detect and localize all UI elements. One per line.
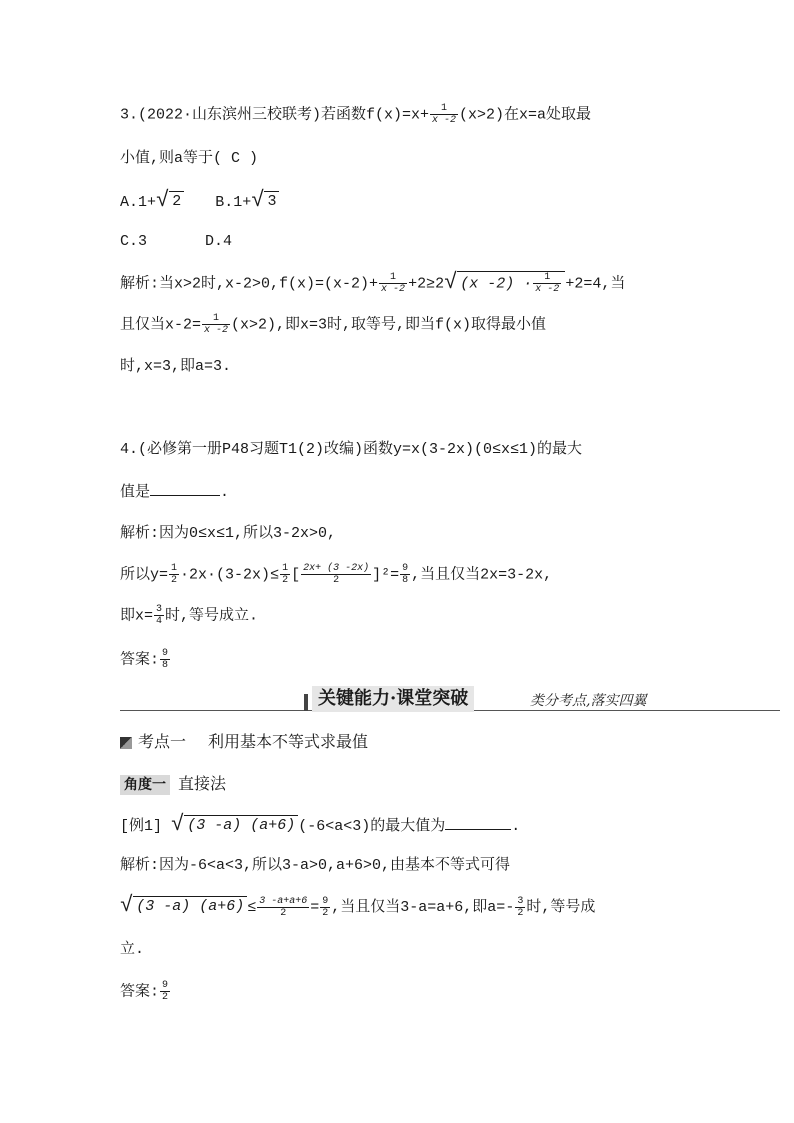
fraction: $\frac{1}{x -2}$ <box>381 271 406 295</box>
banner-subtitle: 类分考点,落实四翼 <box>530 693 647 709</box>
q3-option-b: B.1+ <box>215 193 252 211</box>
q4-solution-line1: 解析:因为0≤x≤1,所以3-2x>0, <box>120 525 337 542</box>
ex1-solution-line3: 立. <box>120 941 145 958</box>
answer-blank <box>150 481 220 496</box>
fraction: $\frac{1}{2}$ <box>282 563 289 586</box>
q3-stem-text: 3.(2022·山东滨州三校联考)若函数f(x)=x+ <box>120 106 430 124</box>
fraction: $\frac{3}{2}$ <box>517 895 524 919</box>
fraction: $\frac{2x+ (3 -2x)}{2}$ <box>303 563 370 586</box>
q4-answer: 答案: $\frac{9}{8}$ <box>120 648 169 671</box>
kaodian-heading: 考点一 利用基本不等式求最值 <box>120 730 368 754</box>
sqrt-sign: √ 3 <box>251 190 279 214</box>
q3-fraction: $\frac{1}{x -2}$ <box>432 103 457 126</box>
ex1-stem: [例1] √ (3 -a) (a+6) (-6<a<3)的最大值为 . <box>120 812 521 838</box>
q3-option-a: A.1+ <box>120 193 157 211</box>
q3-option-d: D.4 <box>205 233 233 250</box>
jiaodu-heading: 角度一 直接法 <box>120 772 226 796</box>
q3-solution-line1: 解析:当x>2时,x-2>0,f(x)=(x-2)+ $\frac{1}{x -2}$ +2≥2√ (x -2) · $\frac{1}{x -2}$ +2=4,当 <box>120 270 626 295</box>
section-banner <box>120 686 780 714</box>
q3-options-ab <box>120 190 279 215</box>
q4-stem-line1: 4.(必修第一册P48习题T1(2)改编)函数y=x(3-2x)(0≤x≤1)的最大 <box>120 441 583 458</box>
q4-solution-line3: 即x= $\frac{3}{4}$ 时,等号成立. <box>120 604 259 627</box>
fraction: $\frac{3}{4}$ <box>156 604 163 627</box>
q3-stem-line1 <box>120 103 591 127</box>
banner-tick <box>304 694 308 711</box>
q3-solution-line2: 且仅当x-2= $\frac{1}{x -2}$ (x>2),即x=3时,取等号,即当f(x)取得最小值 <box>120 313 547 336</box>
q3-options-cd <box>120 230 232 254</box>
fraction: $\frac{9}{2}$ <box>162 980 169 1003</box>
q3-stem-text-b: (x>2)在x=a处取最 <box>459 106 592 124</box>
ex1-solution-line1: 解析:因为-6<a<3,所以3-a>0,a+6>0,由基本不等式可得 <box>120 857 511 874</box>
q4-solution-line2: 所以y= $\frac{1}{2}$ ·2x·(3-2x)≤ $\frac{1}{2}$ [ $\frac{2x+ (3 -2x)}{2}$ ]²= $\frac{9}{8}$ ,当且仅当2x=3-2x, <box>120 563 553 586</box>
fraction: $\frac{9}{8}$ <box>162 648 169 671</box>
q3-option-c: C.3 <box>120 233 148 250</box>
ex1-answer: 答案: $\frac{9}{2}$ <box>120 980 169 1003</box>
sqrt-expression: √ (3 -a) (a+6) <box>120 895 247 919</box>
section-marker-icon <box>120 737 132 749</box>
ex1-solution-line2: √ (3 -a) (a+6) ≤ $\frac{3 -a+a+6}{2}$ = $\frac{9}{2}$ ,当且仅当3-a=a+6,即a=- $\frac{3}{2}$ 时,等号成 <box>120 893 596 919</box>
fraction: $\frac{9}{2}$ <box>322 895 329 919</box>
banner-title: 关键能力·课堂突破 <box>312 686 474 712</box>
sqrt-expression: √ (x -2) · $\frac{1}{x -2}$ <box>444 271 565 296</box>
q3-stem-line2: 小值,则a等于( C ) <box>120 150 259 167</box>
fraction: $\frac{3 -a+a+6}{2}$ <box>259 895 308 919</box>
sqrt-expression: √ (3 -a) (a+6) <box>171 814 298 838</box>
fraction: $\frac{1}{2}$ <box>171 563 178 586</box>
answer-blank <box>445 815 511 830</box>
q3-solution-line3: 时,x=3,即a=3. <box>120 358 232 375</box>
fraction: $\frac{9}{8}$ <box>402 563 409 586</box>
jiaodu-badge: 角度一 <box>120 775 170 795</box>
q4-stem-line2: 值是 . <box>120 481 229 505</box>
sqrt-sign: √ 2 <box>156 190 184 214</box>
fraction: $\frac{1}{x -2}$ <box>204 313 229 336</box>
